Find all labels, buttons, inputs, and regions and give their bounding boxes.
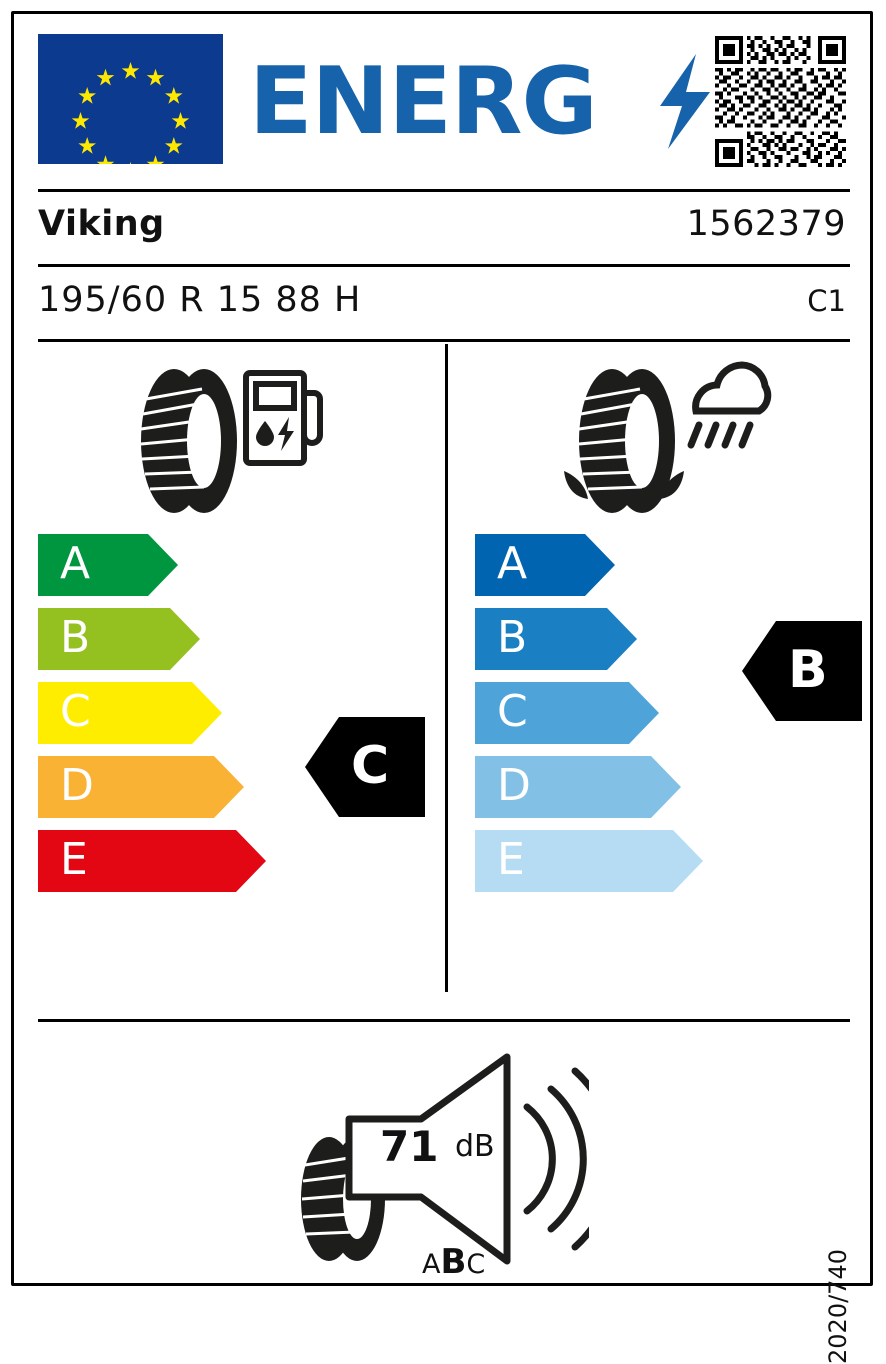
wet-rating-pointer	[742, 621, 862, 725]
wet-grade-a-letter: A	[497, 538, 528, 589]
fuel-pump-tyre-icon	[126, 359, 326, 528]
tyre-energy-label	[11, 11, 873, 1364]
noise-class-b: B	[440, 1242, 467, 1282]
label-header	[14, 14, 870, 189]
wet-grade-c	[475, 682, 735, 744]
noise-value: 71	[380, 1122, 439, 1171]
fuel-grade-e	[38, 830, 298, 892]
fuel-grade-b-letter: B	[60, 612, 91, 663]
rain-cloud-tyre-icon	[544, 359, 774, 528]
fuel-grade-a-letter: A	[60, 538, 91, 589]
brand-name: Viking	[38, 204, 165, 244]
qr-code-icon	[715, 36, 846, 167]
lightning-bolt-icon	[654, 54, 714, 153]
wet-grade-e	[475, 830, 735, 892]
fuel-efficiency-scale	[38, 534, 298, 904]
noise-class-a: A	[422, 1249, 441, 1280]
loudspeaker-tyre-icon	[289, 1049, 589, 1273]
wet-grade-c-letter: C	[497, 686, 528, 737]
fuel-grade-b	[38, 608, 298, 670]
wet-grade-a	[475, 534, 735, 596]
wet-grade-d-letter: D	[497, 760, 531, 811]
wet-grade-e-letter: E	[497, 834, 525, 885]
fuel-grade-d	[38, 756, 298, 818]
fuel-rating-letter: C	[351, 736, 390, 796]
divider-size	[38, 339, 850, 342]
tyre-class: C1	[807, 284, 846, 318]
noise-class-scale	[422, 1242, 485, 1282]
wet-grade-b-letter: B	[497, 612, 528, 663]
fuel-grade-d-letter: D	[60, 760, 94, 811]
noise-unit: dB	[455, 1129, 495, 1164]
wet-grade-b	[475, 608, 735, 670]
divider-header	[38, 189, 850, 192]
divider-vertical	[445, 344, 448, 992]
fuel-rating-pointer	[305, 717, 425, 821]
fuel-grade-c-letter: C	[60, 686, 91, 737]
model-code: 1562379	[686, 204, 846, 244]
fuel-grade-e-letter: E	[60, 834, 88, 885]
fuel-grade-c	[38, 682, 298, 744]
wet-rating-letter: B	[788, 640, 828, 700]
divider-brand	[38, 264, 850, 267]
regulation-year-code: 2020/740	[824, 1249, 852, 1364]
eu-flag-icon	[38, 34, 223, 164]
wet-grade-d	[475, 756, 735, 818]
tyre-size: 195/60 R 15 88 H	[38, 280, 362, 320]
energ-wordmark: ENERG	[249, 47, 597, 155]
wet-grip-scale	[475, 534, 735, 904]
fuel-grade-a	[38, 534, 298, 596]
divider-noise	[38, 1019, 850, 1022]
noise-class-c: C	[466, 1249, 486, 1280]
